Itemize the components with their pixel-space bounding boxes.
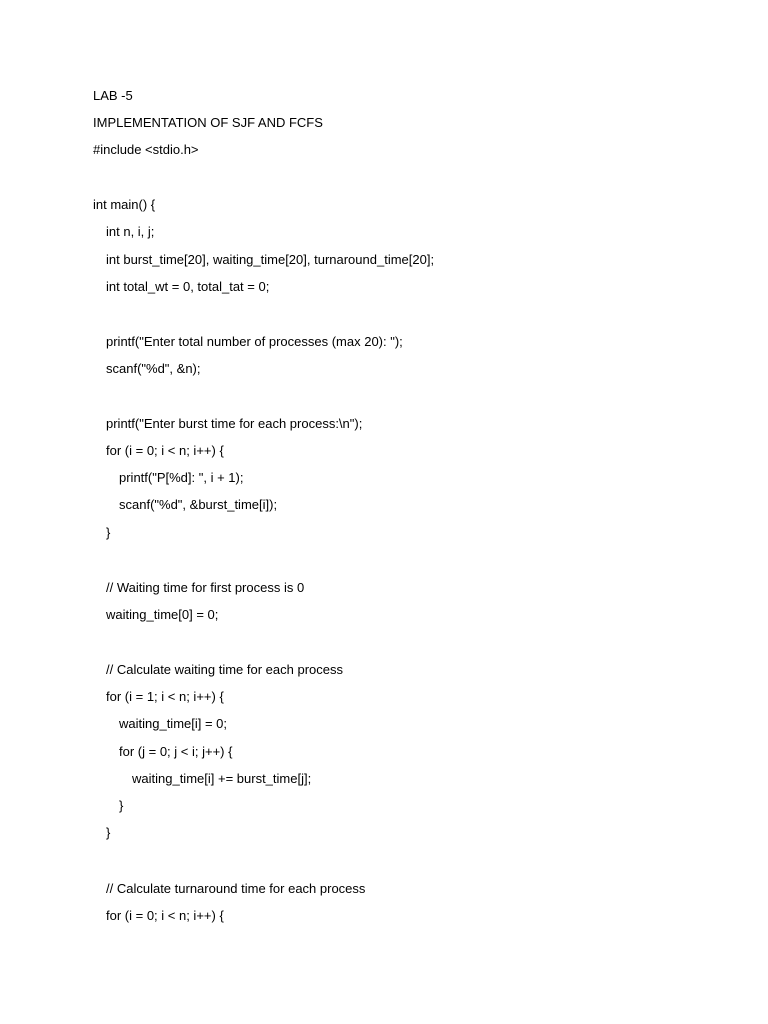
code-line: scanf("%d", &burst_time[i]); [119, 497, 278, 512]
code-line: waiting_time[0] = 0; [106, 607, 219, 622]
code-comment: // Calculate waiting time for each process [106, 662, 343, 677]
code-line: for (j = 0; j < i; j++) { [119, 744, 233, 759]
code-line: int main() { [93, 197, 156, 212]
code-line: } [119, 798, 124, 813]
code-line: int total_wt = 0, total_tat = 0; [106, 279, 270, 294]
code-comment: // Waiting time for first process is 0 [106, 580, 305, 595]
code-line: #include <stdio.h> [93, 142, 199, 157]
lab-heading: LAB -5 [93, 88, 133, 103]
code-line: } [106, 825, 111, 840]
code-line: for (i = 0; i < n; i++) { [106, 443, 224, 458]
code-comment: // Calculate turnaround time for each process [106, 881, 366, 896]
code-line: for (i = 1; i < n; i++) { [106, 689, 224, 704]
code-line: int burst_time[20], waiting_time[20], turnaround_time[20]; [106, 252, 435, 267]
document-title: IMPLEMENTATION OF SJF AND FCFS [93, 115, 323, 130]
code-line: printf("Enter total number of processes (max 20): "); [106, 334, 403, 349]
code-line: waiting_time[i] += burst_time[j]; [132, 771, 312, 786]
code-line: } [106, 525, 111, 540]
code-line: waiting_time[i] = 0; [119, 716, 228, 731]
code-line: int n, i, j; [106, 224, 155, 239]
code-line: for (i = 0; i < n; i++) { [106, 908, 224, 923]
code-line: scanf("%d", &n); [106, 361, 201, 376]
code-line: printf("Enter burst time for each process:\n"); [106, 416, 363, 431]
code-line: printf("P[%d]: ", i + 1); [119, 470, 244, 485]
